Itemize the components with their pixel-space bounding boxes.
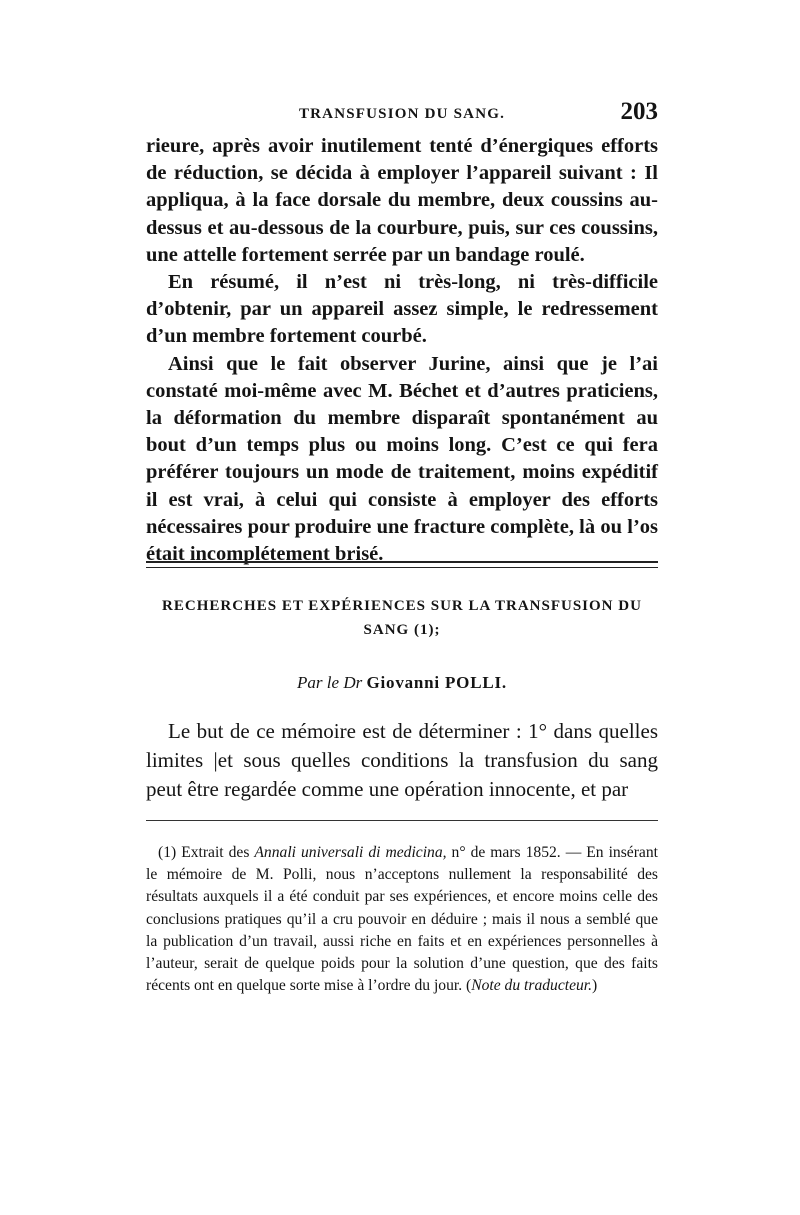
running-head	[146, 98, 658, 130]
body-paragraph: En résumé, il n’est ni très-long, ni très-difficile d’obtenir, par un appareil assez simple, le redressement d’un membre fortement courbé.	[146, 271, 658, 348]
footnote-marker: (1)	[158, 844, 177, 861]
author-name: Giovanni POLLI.	[366, 673, 507, 692]
article-title	[146, 594, 658, 642]
article-title-line: SANG (1);	[363, 622, 441, 638]
body-text	[146, 133, 658, 568]
page-number: 203	[620, 98, 658, 125]
footnote-divider	[146, 820, 658, 821]
footnote-text: n° de mars 1852. — En insérant le mémoire de M. Polli, nous n’acceptons nullement la responsabilité des résultats auxquels il a été conduit par ses expériences, et encore moins celle des conclusions pratiques qu’il a cru pouvoir en déduire ; mais il nous a semblé que la publication d’un travail, aussi riche en faits et en expériences personnelles à l’auteur, serait de quelque poids pour la solution d’une question, que des faits récents ont en quelque sorte mise à l’ordre du jour.	[146, 844, 658, 995]
byline-prefix: Par le Dr	[297, 673, 363, 692]
body-paragraph: rieure, après avoir inutilement tenté d’énergiques efforts de réduction, se décida à employer l’appareil suivant : Il appliqua, à la face dorsale du membre, deux coussins au-dessus et au-dessous de la courbure, puis, sur ces coussins, une attelle fortement serrée par un bandage roulé.	[146, 135, 658, 266]
article-byline	[146, 673, 658, 693]
footnote	[146, 842, 658, 997]
footnote-paragraph: (1) Extrait des Annali universali di medicina, n° de mars 1852. — En insérant le mémoire de M. Polli, nous n’acceptons nullement la responsabilité des résultats auxquels il a été conduit par ses expériences, et encore moins celle des conclusions pratiques qu’il a cru pouvoir en déduire ; mais il nous a semblé que la publication d’un travail, aussi riche en faits et en expériences personnelles à l’auteur, serait de quelque poids pour la solution d’une question, que des faits récents ont en quelque sorte mise à l’ordre du jour. (Note du traducteur.)	[146, 844, 658, 995]
footnote-text: Extrait des	[181, 844, 250, 861]
article-intro	[146, 717, 658, 804]
body-paragraph: Ainsi que le fait observer Jurine, ainsi que je l’ai constaté moi-même avec M. Béchet et d’autres praticiens, la déformation du membre disparaît spontanément au bout d’un temps plus ou moins long. C’est ce qui fera préférer toujours un mode de traitement, moins expéditif il est vrai, à celui qui consiste à employer des efforts nécessaires pour produire une fracture complète, là ou l’os était incomplétement brisé.	[146, 352, 658, 566]
footnote-source: Annali universali di medicina,	[254, 844, 447, 861]
intro-paragraph: Le but de ce mémoire est de déterminer : 1° dans quelles limites |et sous quelles conditions la transfusion du sang peut être regardée comme une opération innocente, et par	[146, 719, 658, 801]
article-title-line: RECHERCHES ET EXPÉRIENCES SUR LA TRANSFUSION DU	[162, 598, 642, 614]
section-divider	[146, 561, 658, 568]
footnote-translator-note: Note du traducteur.	[471, 977, 593, 995]
running-title: TRANSFUSION DU SANG.	[298, 106, 506, 122]
